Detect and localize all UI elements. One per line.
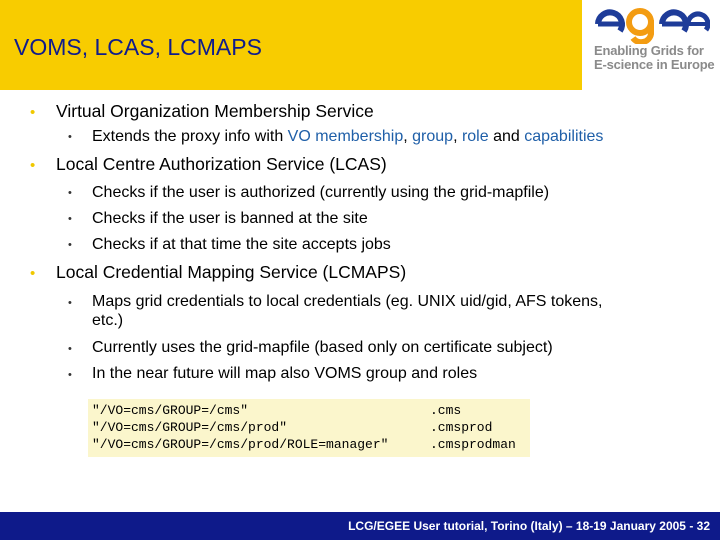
bullet-icon: • bbox=[30, 104, 36, 121]
sub-bullet-icon: • bbox=[68, 297, 72, 309]
lcmaps-item-1: Maps grid credentials to local credentials (eg. UNIX uid/gid, AFS tokens, bbox=[92, 293, 603, 310]
sub-bullet-icon: • bbox=[68, 187, 72, 199]
code-line: .cmsprod bbox=[430, 420, 493, 435]
slide-title: VOMS, LCAS, LCMAPS bbox=[14, 34, 262, 60]
separator: , bbox=[453, 128, 462, 145]
lcas-item-2: Checks if the user is banned at the site bbox=[92, 210, 368, 227]
lcas-item-3: Checks if at that time the site accepts jobs bbox=[92, 236, 391, 253]
code-right-column bbox=[430, 402, 516, 453]
logo-tagline-line2: E-science in Europe bbox=[594, 57, 715, 72]
lcmaps-item-1-cont: etc.) bbox=[92, 312, 124, 329]
code-line: "/VO=cms/GROUP=/cms/prod/ROLE=manager" bbox=[92, 437, 389, 452]
voms-item-text: Extends the proxy info with bbox=[92, 128, 288, 145]
bullet-icon: • bbox=[30, 157, 36, 174]
code-line: "/VO=cms/GROUP=/cms" bbox=[92, 403, 249, 418]
separator: , bbox=[403, 128, 413, 145]
section-heading-lcas: Local Centre Authorization Service (LCAS) bbox=[56, 154, 387, 174]
code-left-column bbox=[92, 402, 388, 453]
section-heading-voms: Virtual Organization Membership Service bbox=[56, 101, 374, 121]
footer-text: LCG/EGEE User tutorial, Torino (Italy) – 18-19 January 2005 - 32 bbox=[348, 519, 710, 533]
sub-bullet-icon: • bbox=[68, 239, 72, 251]
logo-tagline-line1: Enabling Grids for bbox=[594, 43, 704, 58]
code-line: .cms bbox=[430, 403, 462, 418]
code-line: .cmsprodman bbox=[430, 437, 516, 452]
term-group: group bbox=[412, 128, 454, 145]
sub-bullet-icon: • bbox=[68, 343, 72, 355]
section-heading-lcmaps: Local Credential Mapping Service (LCMAPS) bbox=[56, 262, 407, 282]
sub-bullet-icon: • bbox=[68, 131, 72, 143]
conjunction: and bbox=[488, 128, 525, 145]
sub-bullet-icon: • bbox=[68, 213, 72, 225]
code-line: "/VO=cms/GROUP=/cms/prod" bbox=[92, 420, 288, 435]
bullet-icon: • bbox=[30, 265, 36, 282]
term-capabilities: capabilities bbox=[524, 128, 604, 145]
voms-item-1 bbox=[92, 128, 603, 146]
sub-bullet-icon: • bbox=[68, 369, 72, 381]
lcmaps-item-3: In the near future will map also VOMS group and roles bbox=[92, 365, 478, 382]
slide-footer bbox=[0, 512, 720, 540]
term-role: role bbox=[461, 128, 489, 145]
lcas-item-1: Checks if the user is authorized (currently using the grid-mapfile) bbox=[92, 184, 550, 201]
mapping-code-box bbox=[88, 399, 530, 457]
term-vo-membership: VO membership bbox=[287, 128, 404, 145]
lcmaps-item-2: Currently uses the grid-mapfile (based only on certificate subject) bbox=[92, 339, 553, 356]
